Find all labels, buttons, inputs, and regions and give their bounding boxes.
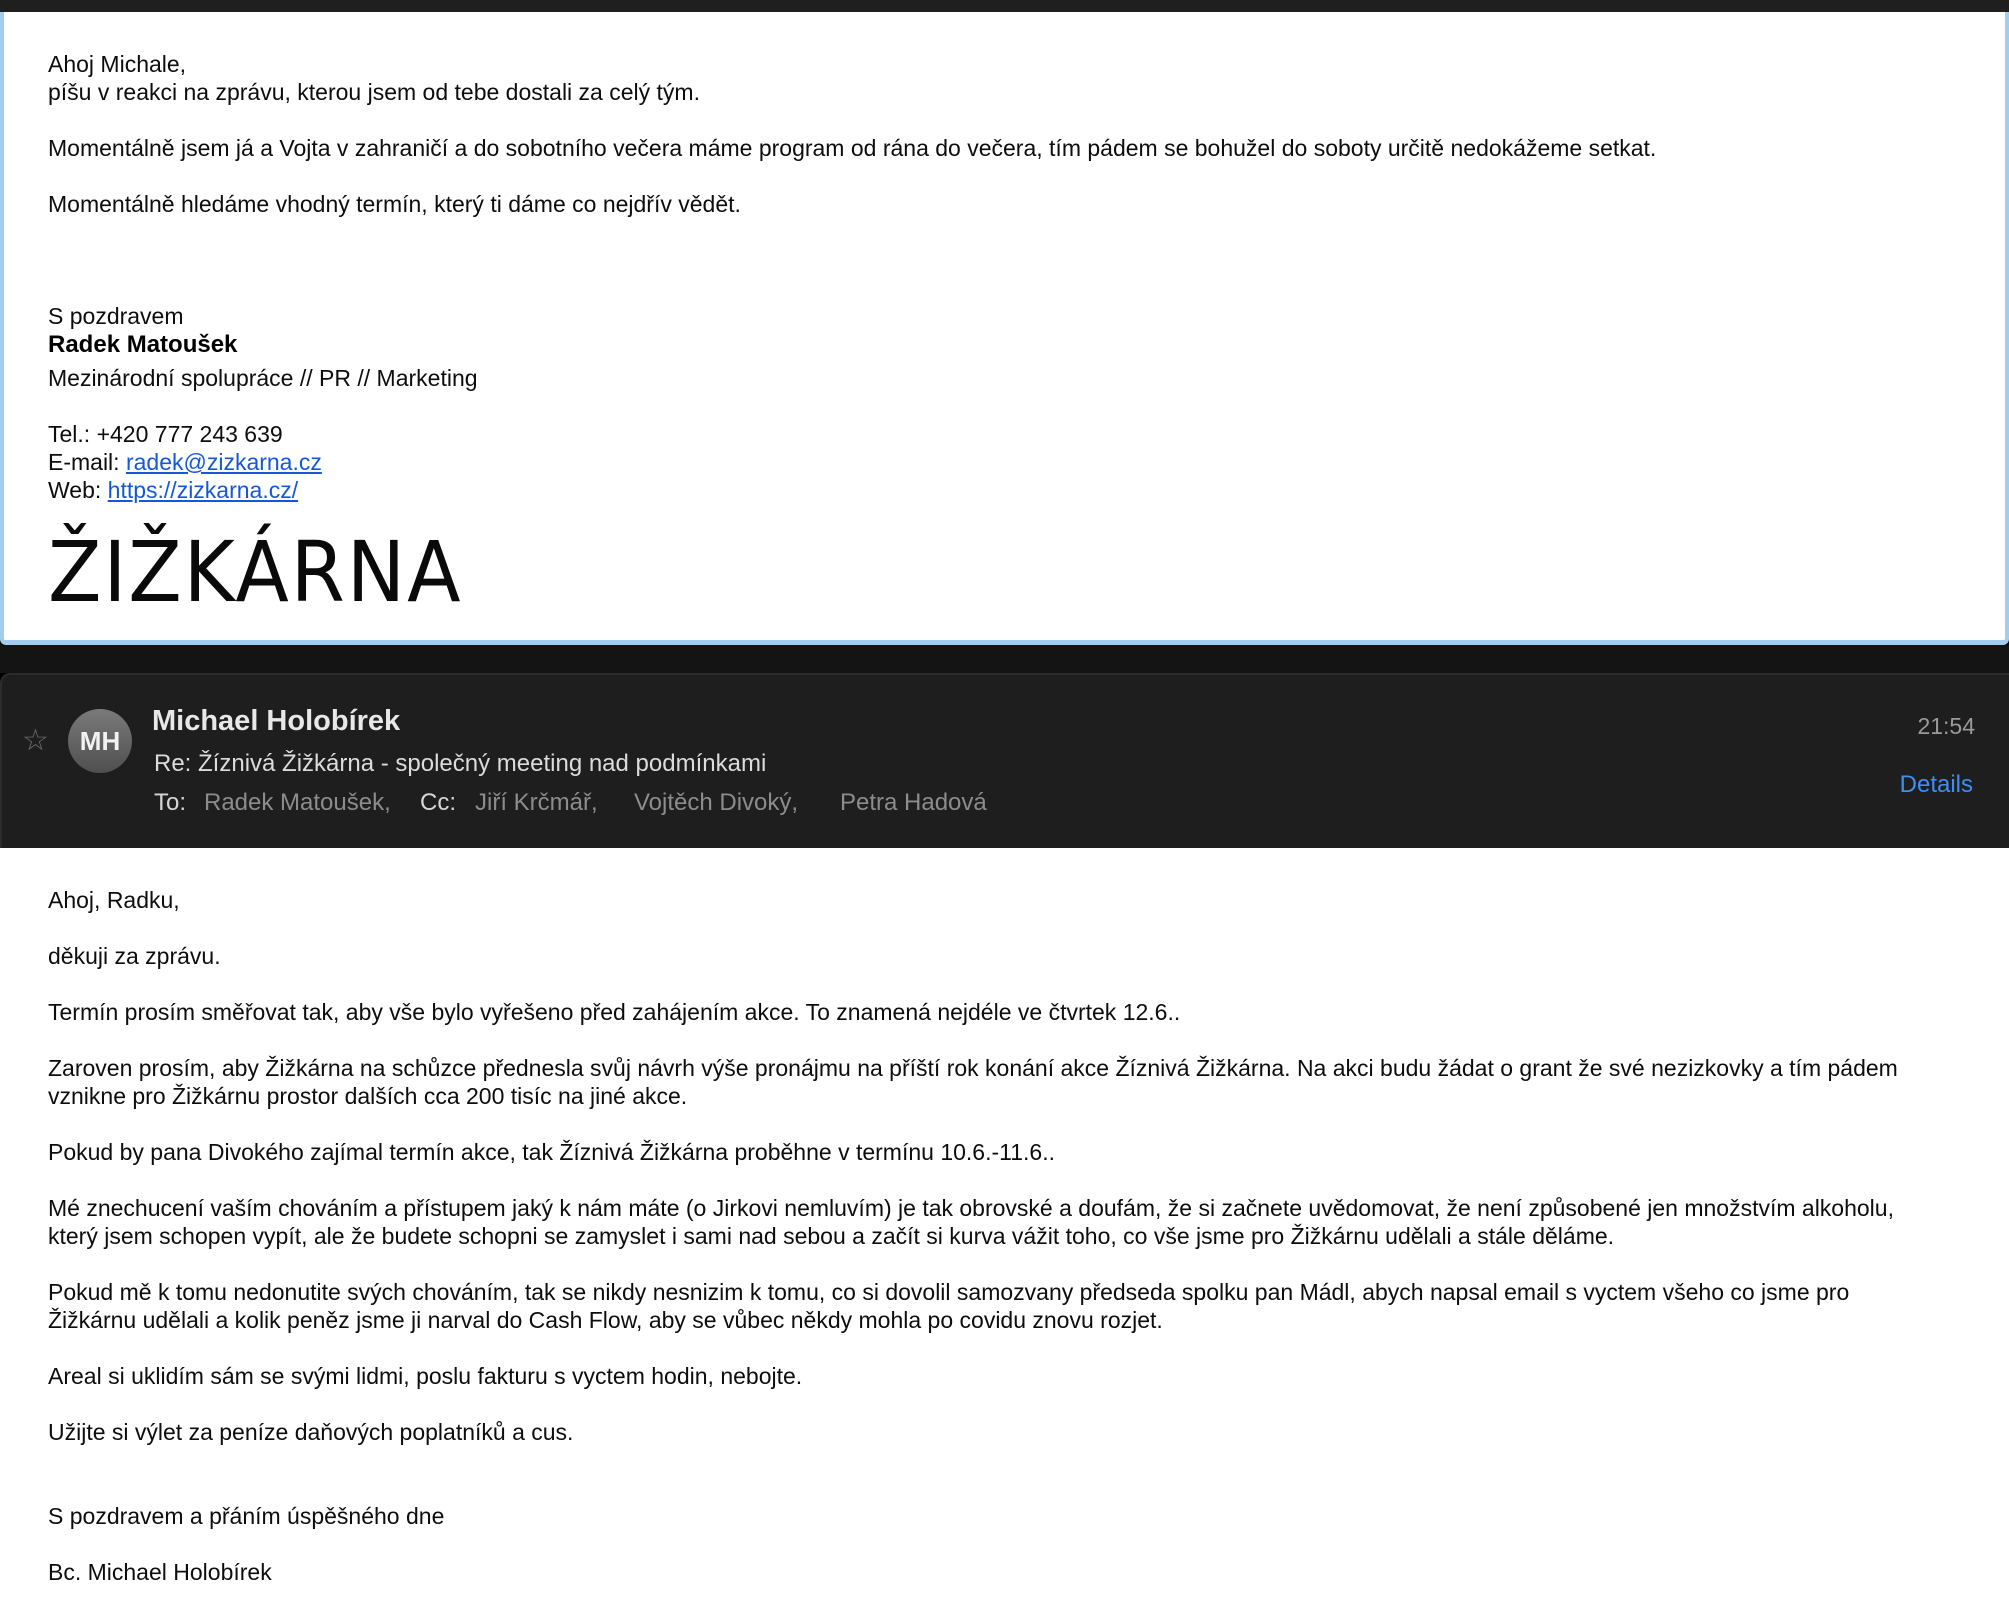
avatar: MH <box>68 709 132 773</box>
phone-value: +420 777 243 639 <box>96 421 283 447</box>
quoted-message-body <box>0 12 2009 645</box>
signature-web <box>48 476 298 504</box>
signature-phone <box>48 420 283 448</box>
body-line: píšu v reakci na zprávu, kterou jsem od tebe dostali za celý tým. <box>48 79 700 105</box>
closing: S pozdravem a přáním úspěšného dne <box>48 1503 445 1529</box>
signature-name: Radek Matoušek <box>48 331 238 358</box>
message-separator <box>0 645 2009 673</box>
body-paragraph: Momentálně hledáme vhodný termín, který ti dáme co nejdřív vědět. <box>48 191 741 217</box>
body-line: děkuji za zprávu. <box>48 943 221 969</box>
subject-line: Re: Žíznivá Žižkárna - společný meeting nad podmínkami <box>154 750 767 777</box>
web-link[interactable]: https://zizkarna.cz/ <box>107 477 299 503</box>
message-header <box>0 673 2009 848</box>
message-body <box>0 848 2009 1618</box>
greeting: Ahoj, Radku, <box>48 887 180 913</box>
body-paragraph: Termín prosím směřovat tak, aby vše bylo vyřešeno před zahájením akce. To znamená nejdéle ve čtvrtek 12.6.. <box>48 999 1181 1025</box>
body-paragraph: Pokud by pana Divokého zajímal termín akce, tak Žíznivá Žižkárna proběhne v termínu 10.6.-11.6.. <box>48 1139 1055 1165</box>
star-icon[interactable]: ☆ <box>22 723 49 758</box>
body-paragraph-line: který jsem schopen vypít, ale že budete schopni se zamyslet i sami nad sebou a začít si kurva vážit toho, co vše jsme pro Žižkárnu udělali a stále děláme. <box>48 1223 1615 1249</box>
body-paragraph-line: Pokud mě k tomu nedonutite svých chováním, tak se nikdy nesnizim k tomu, co si dovolil samozvany předseda spolku pan Mádl, abych napsal email s vyctem všeho co jsme pro <box>48 1279 1850 1305</box>
zizkarna-logo: ŽIŽKÁRNA <box>48 523 463 621</box>
cc-label: Cc: <box>420 789 456 816</box>
to-recipient[interactable]: Radek Matoušek, <box>204 789 391 816</box>
web-label: Web: <box>48 477 108 503</box>
phone-label: Tel.: <box>48 421 97 447</box>
body-paragraph: Užijte si výlet za peníze daňových poplatníků a cus. <box>48 1419 574 1445</box>
signature-role: Mezinárodní spolupráce // PR // Marketing <box>48 365 478 391</box>
signature: Bc. Michael Holobírek <box>48 1559 272 1585</box>
closing: S pozdravem <box>48 303 184 329</box>
body-paragraph: Areal si uklidím sám se svými lidmi, poslu fakturu s vyctem hodin, nebojte. <box>48 1363 803 1389</box>
cc-recipient[interactable]: Petra Hadová <box>840 789 987 816</box>
message-time: 21:54 <box>1917 713 1975 739</box>
body-paragraph-line: Mé znechucení vaším chováním a přístupem jaký k nám máte (o Jirkovi nemluvím) je tak obrovské a doufám, že si začnete uvědomovat, že není způsobené jen množstvím alkoholu, <box>48 1195 1894 1221</box>
details-button[interactable]: Details <box>1899 771 1973 798</box>
body-paragraph-line: Žižkárnu udělali a kolik peněz jsme ji narval do Cash Flow, aby se vůbec někdy mohla po covidu znovu rozjet. <box>48 1307 1163 1333</box>
body-paragraph-line: Zaroven prosím, aby Žižkárna na schůzce přednesla svůj návrh výše pronájmu na příští rok konání akce Žíznivá Žižkárna. Na akci budu žádat o grant že své nezizkovky a tím pádem <box>48 1055 1898 1081</box>
body-paragraph-line: vznikne pro Žižkárnu prostor dalších cca 200 tisíc na jiné akce. <box>48 1083 688 1109</box>
greeting: Ahoj Michale, <box>48 51 187 77</box>
email-link[interactable]: radek@zizkarna.cz <box>125 449 322 475</box>
email-label: E-mail: <box>48 449 126 475</box>
to-label: To: <box>154 789 187 816</box>
signature-email <box>48 448 322 476</box>
cc-recipient[interactable]: Jiří Krčmář, <box>475 789 598 816</box>
sender-name[interactable]: Michael Holobírek <box>152 705 401 737</box>
cc-recipient[interactable]: Vojtěch Divoký, <box>634 789 799 816</box>
body-paragraph: Momentálně jsem já a Vojta v zahraničí a do sobotního večera máme program od rána do večera, tím pádem se bohužel do soboty určitě nedokážeme setkat. <box>48 135 1657 161</box>
